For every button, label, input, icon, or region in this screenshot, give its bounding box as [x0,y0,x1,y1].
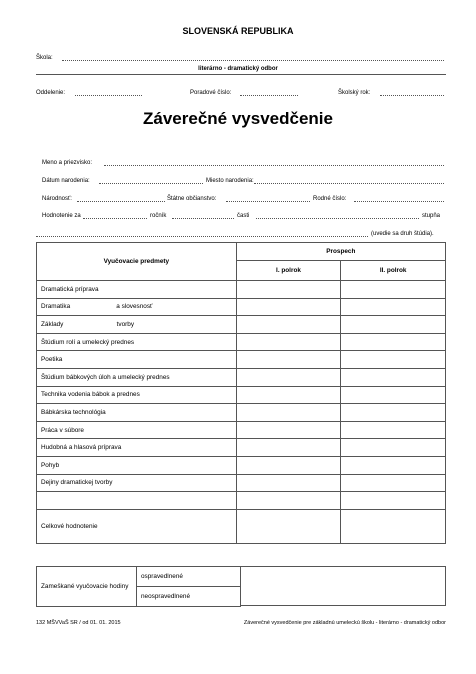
grade-cell-sem1[interactable] [236,281,341,299]
grade-cell-sem1[interactable] [236,492,341,510]
grade-cell-sem1[interactable] [236,404,341,422]
subject-name [37,492,237,510]
absence-table [36,566,241,607]
semester-2-header: II. polrok [341,261,446,281]
department-label: literárno - dramatický odbor [198,66,278,72]
table-row [37,298,446,316]
grade-cell-sem2[interactable] [341,386,446,404]
subject-name: Pohyb [37,456,237,474]
overall-label: Celkové hodnotenie [37,509,237,543]
grade-cell-sem2[interactable] [341,333,446,351]
document-title: Záverečné vysvedčenie [143,109,333,128]
nationality-field[interactable] [77,201,165,202]
table-row [37,281,446,299]
grade-cell-sem2[interactable] [341,492,446,510]
name-field[interactable] [104,165,444,166]
subject-name: Bábkárska technológia [37,404,237,422]
grade-cell-sem1[interactable] [236,351,341,369]
table-row [37,474,446,492]
birth-number-field[interactable] [354,201,444,202]
grade-cell-sem2[interactable] [341,368,446,386]
grade-cell-sem1[interactable] [236,316,341,334]
citizenship-field[interactable] [226,201,310,202]
birth-date-field[interactable] [99,183,203,184]
subject-name: Dejiny dramatickej tvorby [37,474,237,492]
table-row [37,439,446,457]
birth-place-field[interactable] [254,183,444,184]
table-row [37,421,446,439]
grade-cell-sem1[interactable] [236,439,341,457]
grade-cell-sem1[interactable] [236,298,341,316]
table-row [37,243,446,261]
birth-number-label: Rodné číslo: [313,196,347,202]
subject-name: Práca v súbore [37,421,237,439]
table-row [37,567,241,587]
absence-values-box[interactable] [241,566,446,606]
name-label: Meno a priezvisko: [42,160,93,166]
footer-description: Záverečné vysvedčenie pre základnú umeleckú školu - literárno - dramatický odbor [243,620,446,626]
grade-cell-sem2[interactable] [341,439,446,457]
country-heading: SLOVENSKÁ REPUBLIKA [182,26,294,36]
overall-cell-sem2[interactable] [341,509,446,543]
subject-name: Štúdium bábkových úloh a umelecký prednes [37,368,237,386]
subject-name: Hudobná a hlasová príprava [37,439,237,457]
serial-number-field[interactable] [240,95,298,96]
subject-name: Dramatika a slovesnosť [37,298,237,316]
table-row [37,404,446,422]
prospech-header: Prospech [236,243,445,261]
table-row [37,368,446,386]
table-row [37,333,446,351]
grade-cell-sem1[interactable] [236,474,341,492]
grade-cell-sem2[interactable] [341,351,446,369]
level-word: stupňa [422,213,441,219]
serial-number-label: Poradové číslo: [190,90,232,96]
birth-date-label: Dátum narodenia: [42,178,90,184]
grade-cell-sem2[interactable] [341,456,446,474]
table-row [37,509,446,543]
subject-name: Štúdium rolí a umelecký prednes [37,333,237,351]
subject-name: Základy tvorby [37,316,237,334]
evaluation-prefix: Hodnotenie za [42,213,81,219]
overall-cell-sem1[interactable] [236,509,341,543]
school-year-field[interactable] [380,95,444,96]
form-code: 132 MŠVVaŠ SR / od 01. 01. 2015 [36,620,121,626]
grade-cell-sem1[interactable] [236,333,341,351]
year-word: ročník [150,213,167,219]
table-row [37,386,446,404]
grade-cell-sem2[interactable] [341,316,446,334]
school-year-label: Školský rok: [338,90,371,96]
subjects-header: Vyučovacie predmety [37,243,237,281]
excused-label: ospravedlnené [137,567,241,587]
table-row [37,316,446,334]
semester-1-header: I. polrok [236,261,341,281]
subject-name: Technika vodenia bábok a prednes [37,386,237,404]
table-row [37,351,446,369]
grade-cell-sem2[interactable] [341,421,446,439]
table-row [37,492,446,510]
subject-name: Poetika [37,351,237,369]
grade-cell-sem2[interactable] [341,281,446,299]
grade-cell-sem1[interactable] [236,368,341,386]
part-field[interactable] [172,218,234,219]
grade-cell-sem1[interactable] [236,456,341,474]
absence-label: Zameškané vyučovacie hodiny [37,567,137,607]
table-row [37,456,446,474]
unexcused-label: neospravedlnené [137,587,241,607]
grades-table [36,242,446,544]
study-type-note: (uvedie sa druh štúdia). [371,231,434,237]
part-word: časti [237,213,250,219]
section-field[interactable] [75,95,142,96]
department-divider [36,74,446,75]
grade-cell-sem2[interactable] [341,298,446,316]
school-field[interactable] [62,60,444,61]
birth-place-label: Miesto narodenia: [206,178,254,184]
citizenship-label: Štátne občianstvo: [167,196,217,202]
school-label: Škola: [36,55,53,61]
year-number-field[interactable] [83,218,147,219]
grade-cell-sem1[interactable] [236,386,341,404]
subject-name: Dramatická príprava [37,281,237,299]
grade-cell-sem1[interactable] [236,421,341,439]
section-label: Oddelenie: [36,90,66,96]
level-field[interactable] [256,218,419,219]
study-type-field[interactable] [36,236,368,237]
grade-cell-sem2[interactable] [341,474,446,492]
nationality-label: Národnosť: [42,196,72,202]
grade-cell-sem2[interactable] [341,404,446,422]
